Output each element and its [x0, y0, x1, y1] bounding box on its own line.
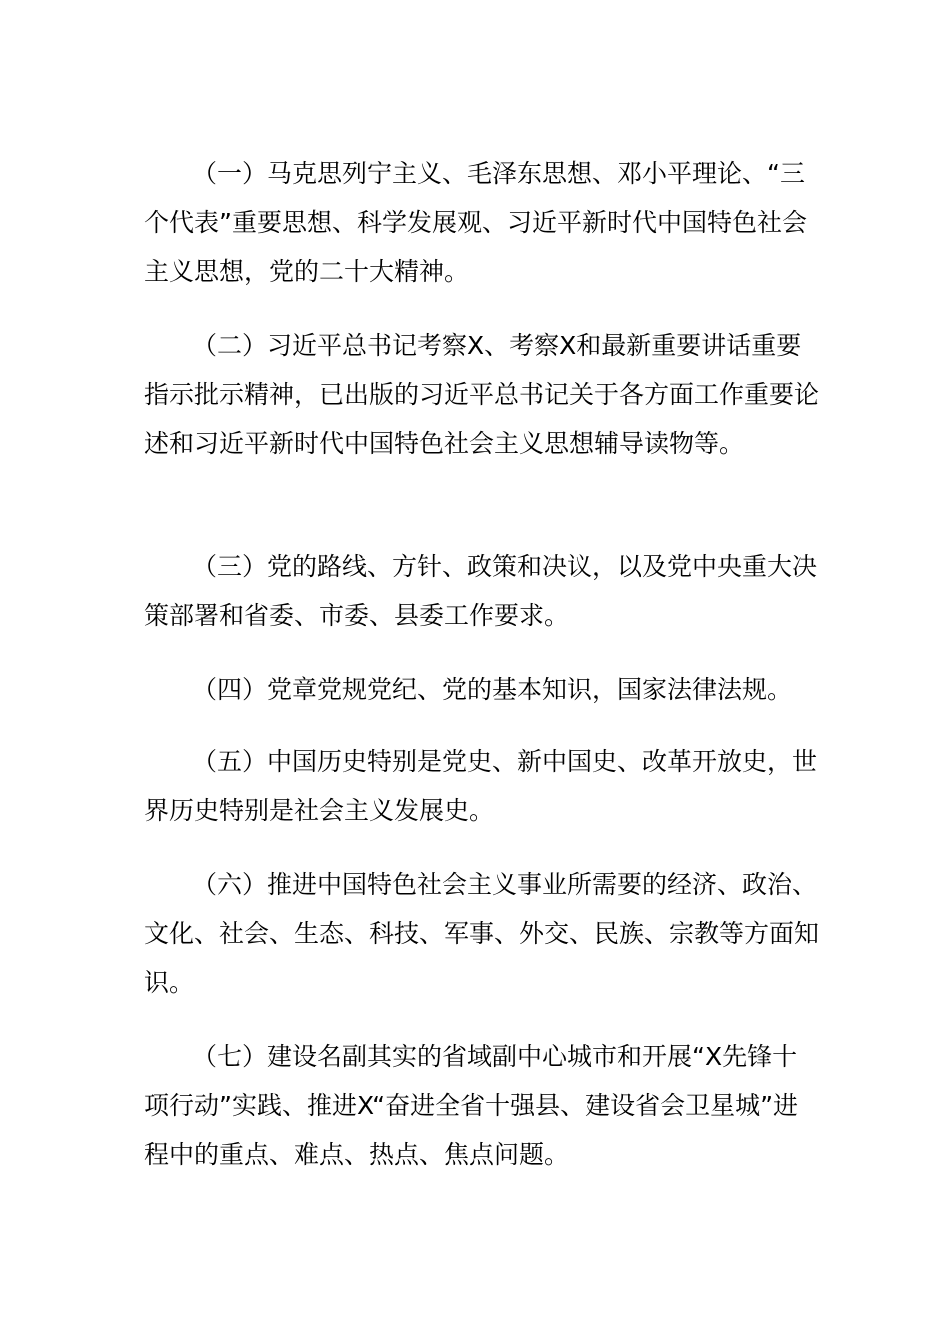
- paragraph-4: （四）党章党规党纪、党的基本知识，国家法律法规。: [192, 675, 793, 704]
- paragraph-3: （三）党的路线、方针、政策和决议，以及党中央重大决策部署和省委、市委、县委工作要求。: [144, 552, 818, 630]
- paragraph-5: （五）中国历史特别是党史、新中国史、改革开放史，世界历史特别是社会主义发展史。: [144, 747, 818, 825]
- paragraph-2: （二）习近平总书记考察X、考察X和最新重要讲话重要指示批示精神，已出版的习近平总书记关于各方面工作重要论述和习近平新时代中国特色社会主义思想辅导读物等。: [144, 331, 820, 458]
- paragraph-6: （六）推进中国特色社会主义事业所需要的经济、政治、文化、社会、生态、科技、军事、外交、民族、宗教等方面知识。: [144, 870, 820, 997]
- paragraph-1: （一）马克思列宁主义、毛泽东思想、邓小平理论、“三个代表”重要思想、科学发展观、习近平新时代中国特色社会主义思想，党的二十大精神。: [144, 159, 807, 286]
- paragraph-7: （七）建设名副其实的省域副中心城市和开展“X先锋十项行动”实践、推进X“奋进全省十强县、建设省会卫星城”进程中的重点、难点、热点、焦点问题。: [144, 1042, 799, 1169]
